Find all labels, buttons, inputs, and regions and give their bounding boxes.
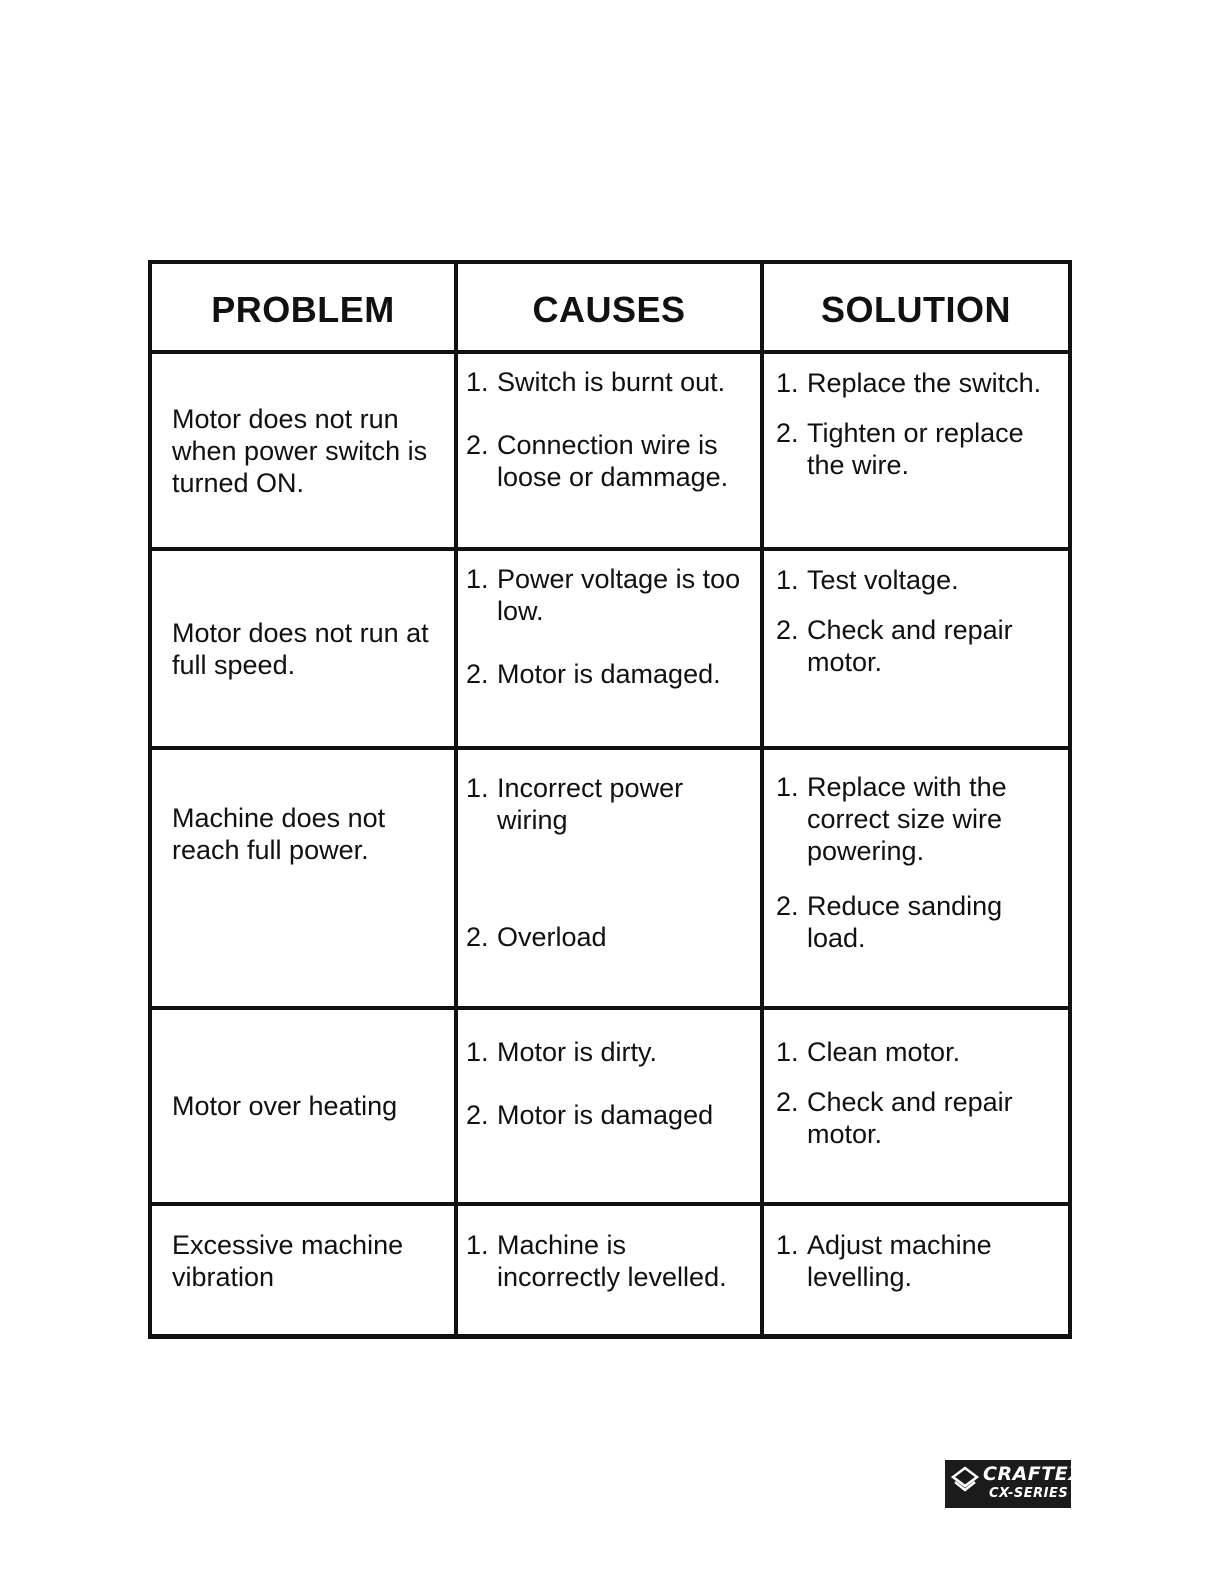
item-number: 1.: [466, 773, 489, 803]
solution-item: [776, 890, 1062, 954]
problem-text: Motor over heating: [172, 1091, 398, 1121]
item-number: 2.: [466, 659, 489, 689]
cause-item: [466, 366, 754, 398]
solutions-cell: [762, 352, 1070, 549]
troubleshooting-table: [148, 260, 1072, 1339]
item-number: 2.: [466, 1100, 489, 1130]
solution-item: [776, 1036, 1062, 1068]
item-number: 2.: [776, 891, 799, 921]
cause-text: Motor is damaged.: [497, 659, 721, 689]
cause-item: [466, 429, 754, 493]
cause-text: Connection wire is loose or dammage.: [497, 430, 729, 492]
problem-cell: [150, 748, 456, 1008]
problem-text: Excessive machine vibration: [172, 1230, 404, 1292]
item-number: 1.: [466, 564, 489, 594]
causes-cell: [456, 748, 762, 1008]
solution-item: [776, 417, 1062, 481]
solution-text: Adjust machine levelling.: [807, 1230, 992, 1292]
causes-cell: [456, 1008, 762, 1204]
item-number: 2.: [466, 922, 489, 952]
solution-text: Check and repair motor.: [807, 615, 1013, 677]
solution-text: Reduce sanding load.: [807, 891, 1003, 953]
item-number: 1.: [776, 368, 799, 398]
cause-text: Power voltage is too low.: [497, 564, 741, 626]
item-number: 1.: [776, 1230, 799, 1260]
cause-item: [466, 1099, 754, 1131]
problem-text: Machine does not reach full power.: [172, 803, 386, 865]
solutions-cell: [762, 549, 1070, 748]
solution-item: [776, 367, 1062, 399]
causes-cell: [456, 549, 762, 748]
problem-cell: [150, 1008, 456, 1204]
problem-cell: [150, 352, 456, 549]
header-row: [150, 262, 1070, 352]
item-number: 1.: [776, 772, 799, 802]
solutions-cell: [762, 748, 1070, 1008]
solution-item: [776, 614, 1062, 678]
cause-item: [466, 658, 754, 690]
cause-item: [466, 921, 754, 953]
cause-text: Overload: [497, 922, 607, 952]
item-number: 2.: [776, 418, 799, 448]
solution-item: [776, 1229, 1062, 1293]
item-number: 2.: [776, 615, 799, 645]
header-solution: SOLUTION: [762, 262, 1070, 352]
cause-text: Incorrect power wiring: [497, 773, 684, 835]
causes-cell: [456, 352, 762, 549]
item-number: 1.: [466, 367, 489, 397]
solution-item: [776, 564, 1062, 596]
table-row: [150, 352, 1070, 549]
solution-text: Check and repair motor.: [807, 1087, 1013, 1149]
problem-text: Motor does not run when power switch is turned ON.: [172, 403, 428, 498]
cause-text: Switch is burnt out.: [497, 367, 726, 397]
item-number: 1.: [466, 1230, 489, 1260]
cause-item: [466, 1229, 754, 1293]
cause-text: Motor is dirty.: [497, 1037, 658, 1067]
item-number: 1.: [776, 1037, 799, 1067]
solutions-cell: [762, 1008, 1070, 1204]
causes-cell: [456, 1204, 762, 1337]
table-row: [150, 1204, 1070, 1337]
craftex-diamond-icon: [951, 1466, 979, 1494]
logo-brand: CRAFTEX: [983, 1463, 1084, 1485]
cause-item: [466, 1036, 754, 1068]
solution-text: Test voltage.: [807, 565, 959, 595]
table-row: [150, 1008, 1070, 1204]
craftex-logo: [945, 1460, 1084, 1508]
table-row: [150, 549, 1070, 748]
problem-cell: [150, 549, 456, 748]
solution-text: Replace with the correct size wire powering.: [807, 772, 1007, 866]
header-problem: PROBLEM: [150, 262, 456, 352]
cause-text: Motor is damaged: [497, 1100, 714, 1130]
solutions-cell: [762, 1204, 1070, 1337]
solution-item: [776, 771, 1062, 867]
cause-item: [466, 563, 754, 627]
cause-text: Machine is incorrectly levelled.: [497, 1230, 727, 1292]
header-causes: CAUSES: [456, 262, 762, 352]
problem-text: Motor does not run at full speed.: [172, 617, 429, 680]
item-number: 1.: [776, 565, 799, 595]
logo-series: CX-SERIES: [989, 1486, 1069, 1501]
solution-item: [776, 1086, 1062, 1150]
solution-text: Replace the switch.: [807, 368, 1042, 398]
solution-text: Clean motor.: [807, 1037, 961, 1067]
solution-text: Tighten or replace the wire.: [807, 418, 1024, 480]
item-number: 2.: [466, 430, 489, 460]
table-row: [150, 748, 1070, 1008]
item-number: 1.: [466, 1037, 489, 1067]
cause-item: [466, 772, 754, 836]
problem-cell: [150, 1204, 456, 1337]
item-number: 2.: [776, 1087, 799, 1117]
